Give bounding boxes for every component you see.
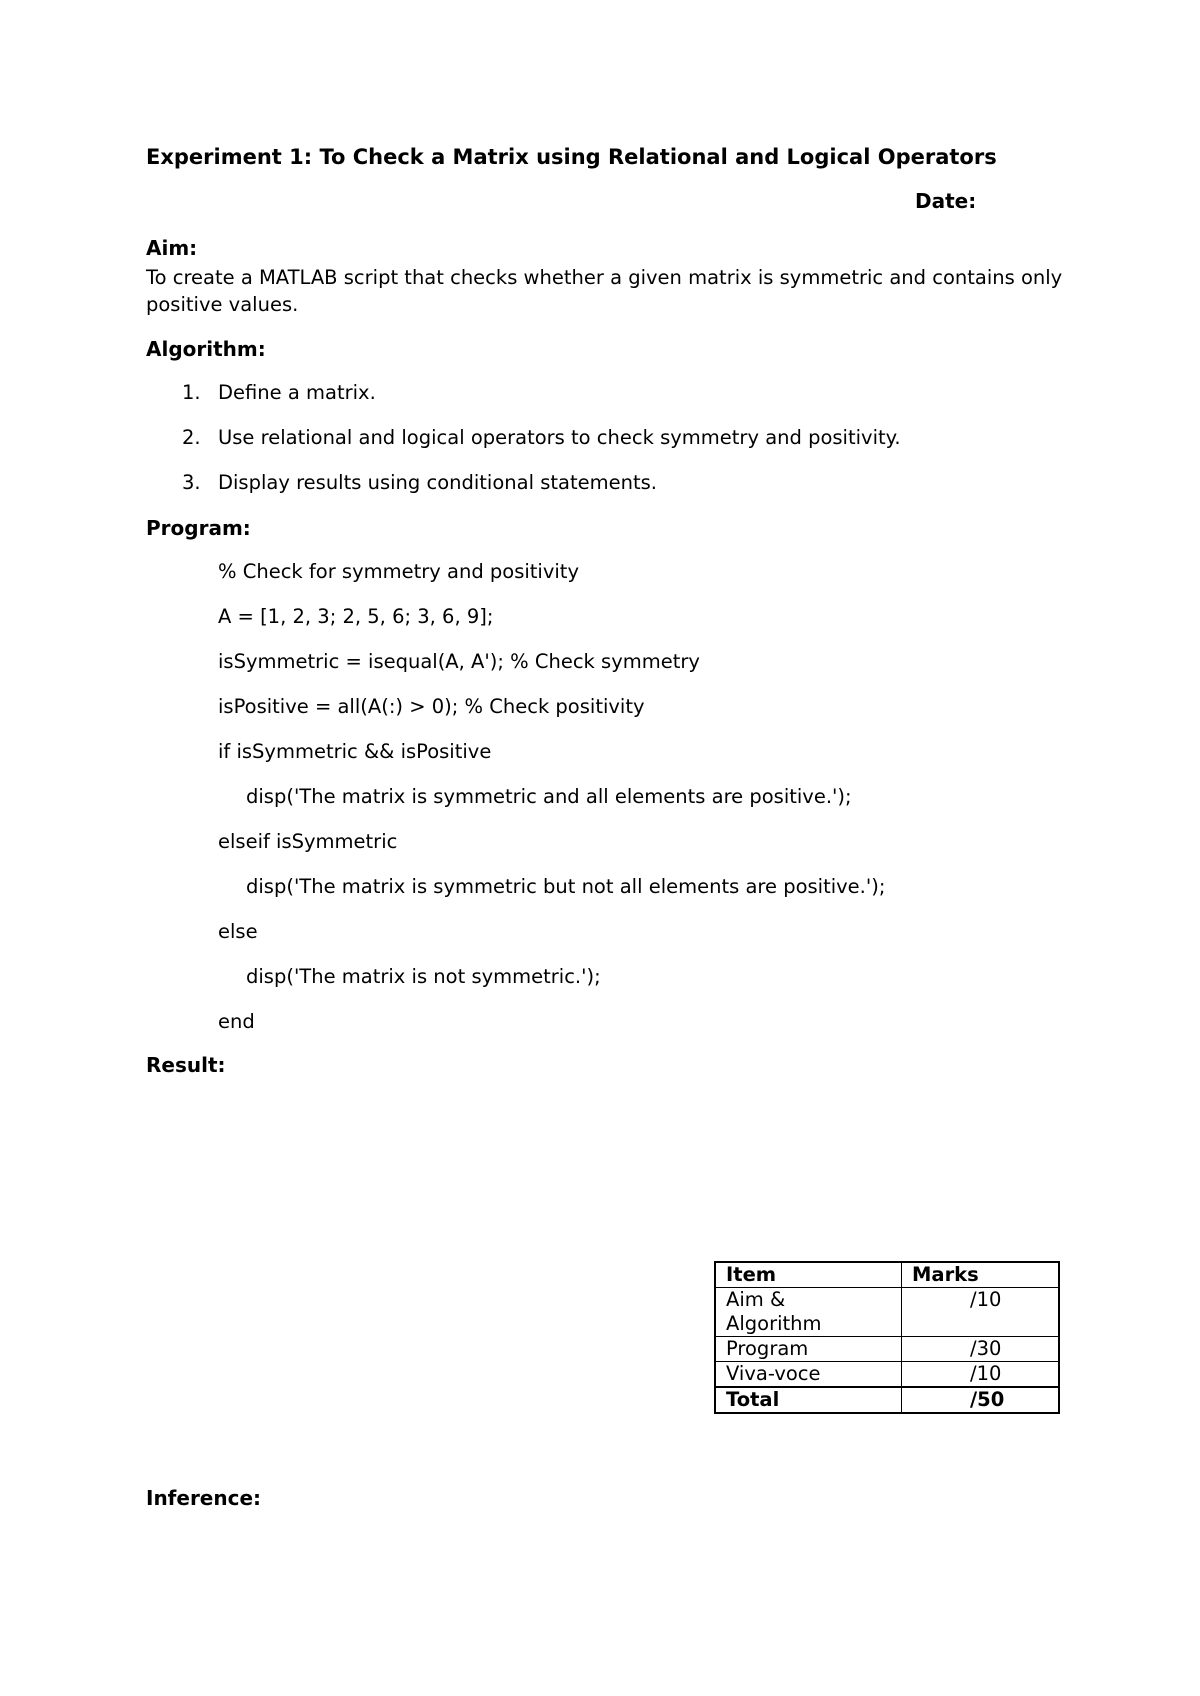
code-line: else xyxy=(218,920,258,943)
item-cell xyxy=(715,1288,902,1337)
result-heading: Result: xyxy=(146,1053,226,1077)
code-line: % Check for symmetry and positivity xyxy=(218,560,579,583)
step-text: Define a matrix. xyxy=(218,381,376,404)
item-line: Aim & xyxy=(726,1288,786,1311)
marks-row xyxy=(715,1362,1059,1388)
date-label: Date: xyxy=(915,189,977,213)
total-marks: /50 xyxy=(902,1387,1060,1413)
code-line: isSymmetric = isequal(A, A'); % Check symmetry xyxy=(218,650,700,673)
code-line: disp('The matrix is not symmetric.'); xyxy=(246,965,601,988)
total-label: Total xyxy=(715,1387,902,1413)
step-text: Use relational and logical operators to check symmetry and positivity. xyxy=(218,426,901,449)
experiment-title: Experiment 1: To Check a Matrix using Relational and Logical Operators xyxy=(146,145,997,169)
step-number: 1. xyxy=(182,381,201,404)
marks-table xyxy=(714,1261,1060,1414)
header-marks: Marks xyxy=(902,1262,1060,1288)
marks-header-row xyxy=(715,1262,1059,1288)
code-line: disp('The matrix is symmetric and all elements are positive.'); xyxy=(246,785,852,808)
code-line: disp('The matrix is symmetric but not all elements are positive.'); xyxy=(246,875,886,898)
marks-cell: /30 xyxy=(902,1337,1060,1362)
marks-cell: /10 xyxy=(902,1362,1060,1388)
header-item: Item xyxy=(715,1262,902,1288)
step-number: 2. xyxy=(182,426,201,449)
step-text: Display results using conditional statements. xyxy=(218,471,657,494)
marks-row xyxy=(715,1288,1059,1337)
item-cell: Viva-voce xyxy=(715,1362,902,1388)
marks-cell: /10 xyxy=(902,1288,1060,1337)
aim-text: To create a MATLAB script that checks whether a given matrix is symmetric and contains only positive values. xyxy=(146,266,1063,316)
code-line: A = [1, 2, 3; 2, 5, 6; 3, 6, 9]; xyxy=(218,605,494,628)
algorithm-heading: Algorithm: xyxy=(146,337,266,361)
marks-row xyxy=(715,1337,1059,1362)
marks-total-row xyxy=(715,1387,1059,1413)
item-line: Algorithm xyxy=(726,1312,822,1335)
step-number: 3. xyxy=(182,471,201,494)
program-code xyxy=(218,560,885,1055)
item-cell: Program xyxy=(715,1337,902,1362)
code-line: isPositive = all(A(:) > 0); % Check positivity xyxy=(218,695,645,718)
code-line: if isSymmetric && isPositive xyxy=(218,740,492,763)
code-line: end xyxy=(218,1010,255,1033)
code-line: elseif isSymmetric xyxy=(218,830,398,853)
aim-heading: Aim: xyxy=(146,236,198,260)
inference-heading: Inference: xyxy=(146,1486,262,1510)
program-heading: Program: xyxy=(146,516,251,540)
